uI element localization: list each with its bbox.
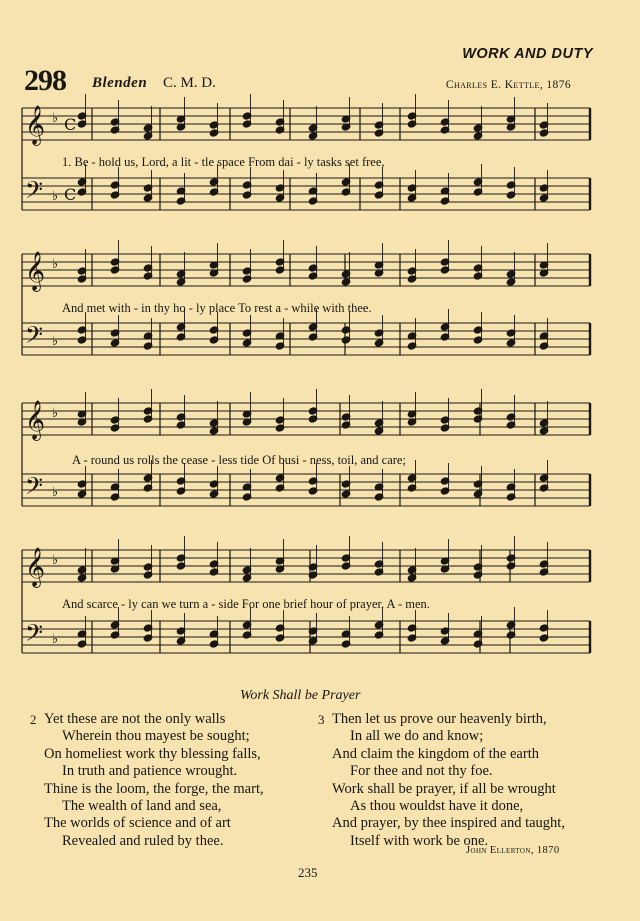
hymn-number: 298 bbox=[24, 64, 66, 97]
page-number: 235 bbox=[298, 865, 318, 880]
stanza-line: Thine is the loom, the forge, the mart, bbox=[44, 780, 264, 797]
svg-text:C: C bbox=[64, 185, 77, 204]
stanza-line: The worlds of science and of art bbox=[44, 815, 231, 832]
svg-text:𝄞: 𝄞 bbox=[25, 251, 46, 291]
svg-text:♭: ♭ bbox=[52, 111, 59, 126]
stanza-line: Yet these are not the only walls bbox=[44, 711, 226, 727]
stanza-line: And prayer, by thee inspired and taught, bbox=[332, 815, 565, 832]
svg-text:𝄞: 𝄞 bbox=[25, 105, 46, 145]
svg-text:♭: ♭ bbox=[52, 632, 59, 647]
svg-text:♭: ♭ bbox=[52, 553, 59, 568]
lyrics-line-1: 1. Be - hold us, Lord, a lit - tle space From dai - ly tasks set free, bbox=[62, 155, 385, 169]
tune-name: Blenden bbox=[92, 75, 148, 91]
stanza-line: Revealed and ruled by thee. bbox=[62, 832, 224, 849]
meter: C. M. D. bbox=[162, 75, 216, 91]
stanza-3 bbox=[318, 711, 565, 850]
svg-text:𝄢: 𝄢 bbox=[25, 619, 44, 652]
svg-text:𝄞: 𝄞 bbox=[25, 400, 46, 440]
stanza-2 bbox=[30, 711, 264, 850]
svg-text:♭: ♭ bbox=[52, 189, 59, 204]
lyrics-line-4: And scarce - ly can we turn a - side For one brief hour of prayer. A - men. bbox=[62, 597, 430, 611]
stanza-line: Itself with work be one. bbox=[350, 832, 489, 849]
stanza-line: As thou wouldst have it done, bbox=[350, 798, 524, 815]
stanza-line: Wherein thou mayest be sought; bbox=[62, 728, 250, 745]
author-credit: John Ellerton, 1870 bbox=[466, 845, 560, 856]
stanza-line: Then let us prove our heavenly birth, bbox=[332, 711, 547, 727]
stanza-line: In truth and patience wrought. bbox=[62, 763, 238, 780]
svg-text:𝄢: 𝄢 bbox=[25, 472, 44, 505]
stanza-number: 2 bbox=[30, 712, 37, 727]
svg-text:♭: ♭ bbox=[52, 257, 59, 272]
stanza-line: For thee and not thy foe. bbox=[350, 763, 493, 780]
stanza-line: On homeliest work thy blessing falls, bbox=[44, 745, 261, 762]
svg-text:C: C bbox=[64, 115, 77, 134]
stanza-line: Work shall be prayer, if all be wrought bbox=[332, 780, 556, 797]
stanza-number: 3 bbox=[318, 712, 325, 727]
svg-text:♭: ♭ bbox=[52, 485, 59, 500]
svg-text:♭: ♭ bbox=[52, 334, 59, 349]
svg-text:♭: ♭ bbox=[52, 406, 59, 421]
svg-text:𝄞: 𝄞 bbox=[25, 547, 46, 587]
lyrics-line-3: A - round us rolls the cease - less tide Of busi - ness, toil, and care; bbox=[72, 453, 406, 467]
svg-text:𝄢: 𝄢 bbox=[25, 321, 44, 354]
stanza-line: In all we do and know; bbox=[350, 728, 484, 745]
section-heading: WORK AND DUTY bbox=[462, 46, 593, 62]
svg-text:𝄢: 𝄢 bbox=[25, 176, 44, 209]
composer-credit: Charles E. Kettle, 1876 bbox=[445, 79, 571, 91]
lyrics-line-2: And met with - in thy ho - ly place To rest a - while with thee. bbox=[62, 301, 372, 315]
poem-title: Work Shall be Prayer bbox=[240, 688, 361, 703]
stanza-line: The wealth of land and sea, bbox=[62, 798, 222, 815]
stanza-line: And claim the kingdom of the earth bbox=[332, 745, 539, 762]
